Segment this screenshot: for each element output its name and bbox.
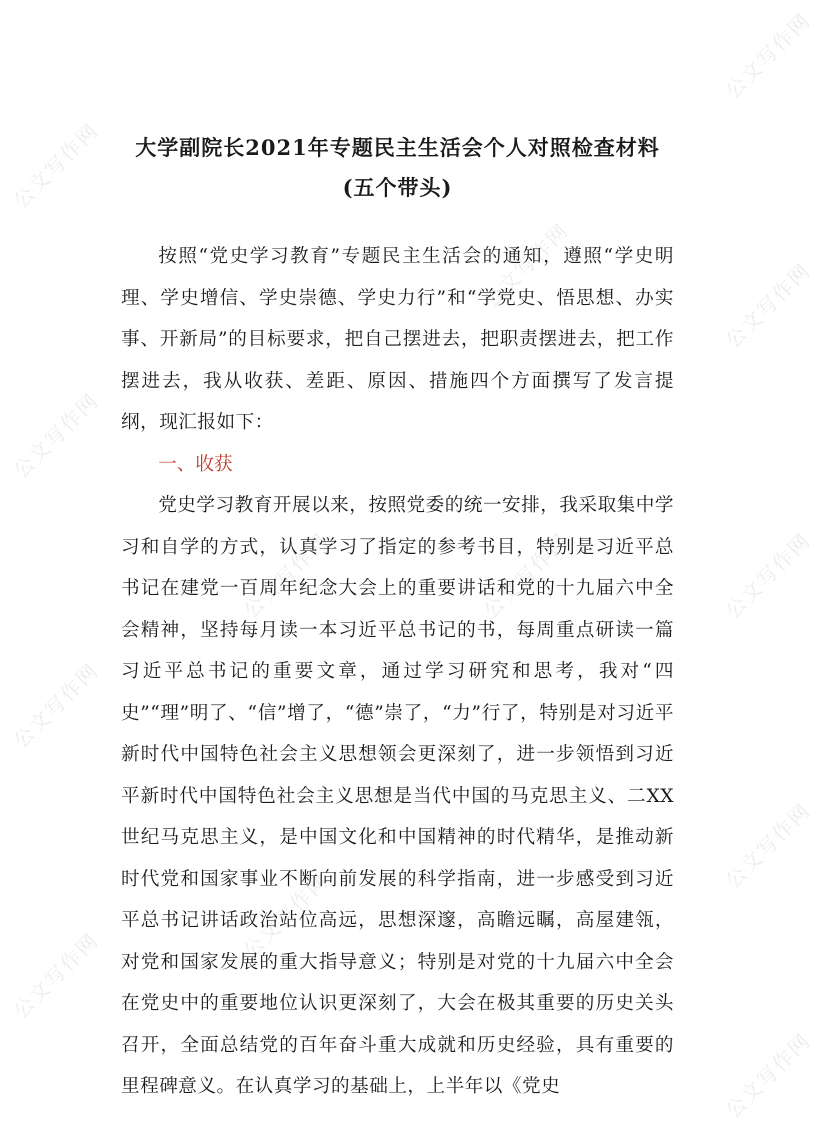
watermark-text: 公文写作网 <box>238 528 334 623</box>
document-page <box>121 128 674 1108</box>
watermark-text: 公文写作网 <box>720 8 816 103</box>
watermark-text: 公文写作网 <box>720 798 816 893</box>
watermark-text: 公文写作网 <box>720 528 816 623</box>
section-body-paragraph: 党史学习教育开展以来，按照党委的统一安排，我采取集中学习和自学的方式，认真学习了指定的参考书目，特别是习近平总书记在建党一百周年纪念大会上的重要讲话和党的十九届六中全会精神，坚持每月读一本习近平总书记的书，每周重点研读一篇习近平总书记的重要文章，通过学习研究和思考，我对“四史”“理”明了、“信”增了，“德”崇了，“力”行了，特别是对习近平新时代中国特色社会主义思想领会更深刻了，进一步领悟到习近平新时代中国特色社会主义思想是当代中国的马克思主义、二XX世纪马克思主义，是中国文化和中国精神的时代精华，是推动新时代党和国家事业不断向前发展的科学指南，进一步感受到习近平总书记讲话政治站位高远，思想深邃，高瞻远瞩，高屋建瓴，对党和国家发展的重大指导意义；特别是对党的十九届六中全会在党史中的重要地位认识更深刻了，大会在极其重要的历史关头召开，全面总结党的百年奋斗重大成就和历史经验，具有重要的里程碑意义。在认真学习的基础上，上半年以《党史 <box>121 495 674 1097</box>
watermark-text: 公文写作网 <box>8 658 104 753</box>
watermark-text: 公文写作网 <box>720 1028 816 1123</box>
watermark-text: 公文写作网 <box>720 258 816 353</box>
watermark-text: 公文写作网 <box>478 528 574 623</box>
intro-paragraph: 按照“党史学习教育”专题民主生活会的通知，遵照“学史明理、学史增信、学史崇德、学史力行”和“学党史、悟思想、办实事、开新局”的目标要求，把自己摆进去，把职责摆进去，把工作摆进去，我从收获、差距、原因、措施四个方面撰写了发言提纲，现汇报如下： <box>121 246 674 433</box>
watermark-text: 公文写作网 <box>238 868 334 963</box>
watermark-text: 公文写作网 <box>8 118 104 213</box>
watermark-text: 公文写作网 <box>8 388 104 483</box>
watermark-text: 公文写作网 <box>478 218 574 313</box>
document-title: 大学副院长2021年专题民主生活会个人对照检查材料(五个带头) <box>135 135 660 200</box>
watermark-text: 公文写作网 <box>8 928 104 1023</box>
section-heading: 一、收获 <box>158 453 233 475</box>
